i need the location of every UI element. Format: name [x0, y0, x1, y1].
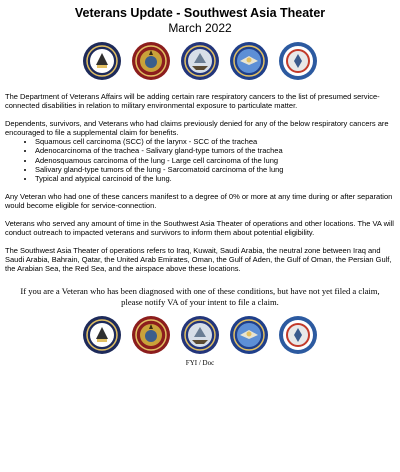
navy-seal-icon: [180, 41, 220, 81]
seal-row-bottom: [0, 315, 400, 355]
document-header: [0, 0, 400, 35]
list-item: • Squamous cell carcinoma (SCC) of the larynx - SCC of the trachea: [35, 137, 396, 146]
marine-corps-seal-icon: [131, 41, 171, 81]
paragraph-intro: The Department of Veterans Affairs will be adding certain rare respiratory cancers to the list of presumed service-connected disabilities in relation to military environmental exposure to particulate matter.: [5, 92, 380, 111]
paragraph-dependents: Dependents, survivors, and Veterans who had claims previously denied for any of the below respiratory cancers are encouraged to file a supplemental claim for benefits.: [5, 119, 389, 138]
list-item: • Typical and atypical carcinoid of the lung.: [35, 174, 396, 183]
air-force-seal-icon: [229, 41, 269, 81]
list-item: • Adenosquamous carcinoma of the lung - Large cell carcinoma of the lung: [35, 156, 396, 165]
list-item: • Salivary gland-type tumors of the lung - Sarcomatoid carcinoma of the lung: [35, 165, 396, 174]
paragraph-manifest: Any Veteran who had one of these cancers manifest to a degree of 0% or more at any time during or after separation would become eligible for service-connection.: [5, 191, 393, 210]
navy-seal-icon: [180, 315, 220, 355]
army-seal-icon: [82, 315, 122, 355]
footer-note: FYI / Doc: [185, 358, 215, 367]
document-date: March 2022: [168, 21, 232, 35]
paragraph-theater: The Southwest Asia Theater of operations refers to Iraq, Kuwait, Saudi Arabia, the neutral zone between Iraq and Saudi Arabia, Bahrain, Qatar, the United Arab Emirates, Oman, the Gulf of Aden, the Gulf of Oman, the Persian Gulf, the Arabian Sea, the Red Sea, and the airspace above these locations.: [5, 246, 392, 274]
list-item: • Adenocarcinoma of the trachea - Salivary gland-type tumors of the trachea: [35, 146, 396, 155]
document-title: Veterans Update - Southwest Asia Theater: [74, 6, 326, 20]
seal-row-top: [0, 41, 400, 81]
army-seal-icon: [82, 41, 122, 81]
closing-statement: If you are a Veteran who has been diagnosed with one of these conditions, but have not yet filed a claim, please notify VA of your intent to file a claim.: [20, 285, 380, 307]
paragraph-served: Veterans who served any amount of time in the Southwest Asia Theater of operations and other locations. The VA will conduct outreach to impacted veterans and survivors to inform them about potential eligibility.: [5, 219, 394, 238]
coast-guard-seal-icon: [278, 315, 318, 355]
cancer-list: [5, 137, 396, 182]
air-force-seal-icon: [229, 315, 269, 355]
marine-corps-seal-icon: [131, 315, 171, 355]
document-body: [0, 92, 400, 274]
coast-guard-seal-icon: [278, 41, 318, 81]
